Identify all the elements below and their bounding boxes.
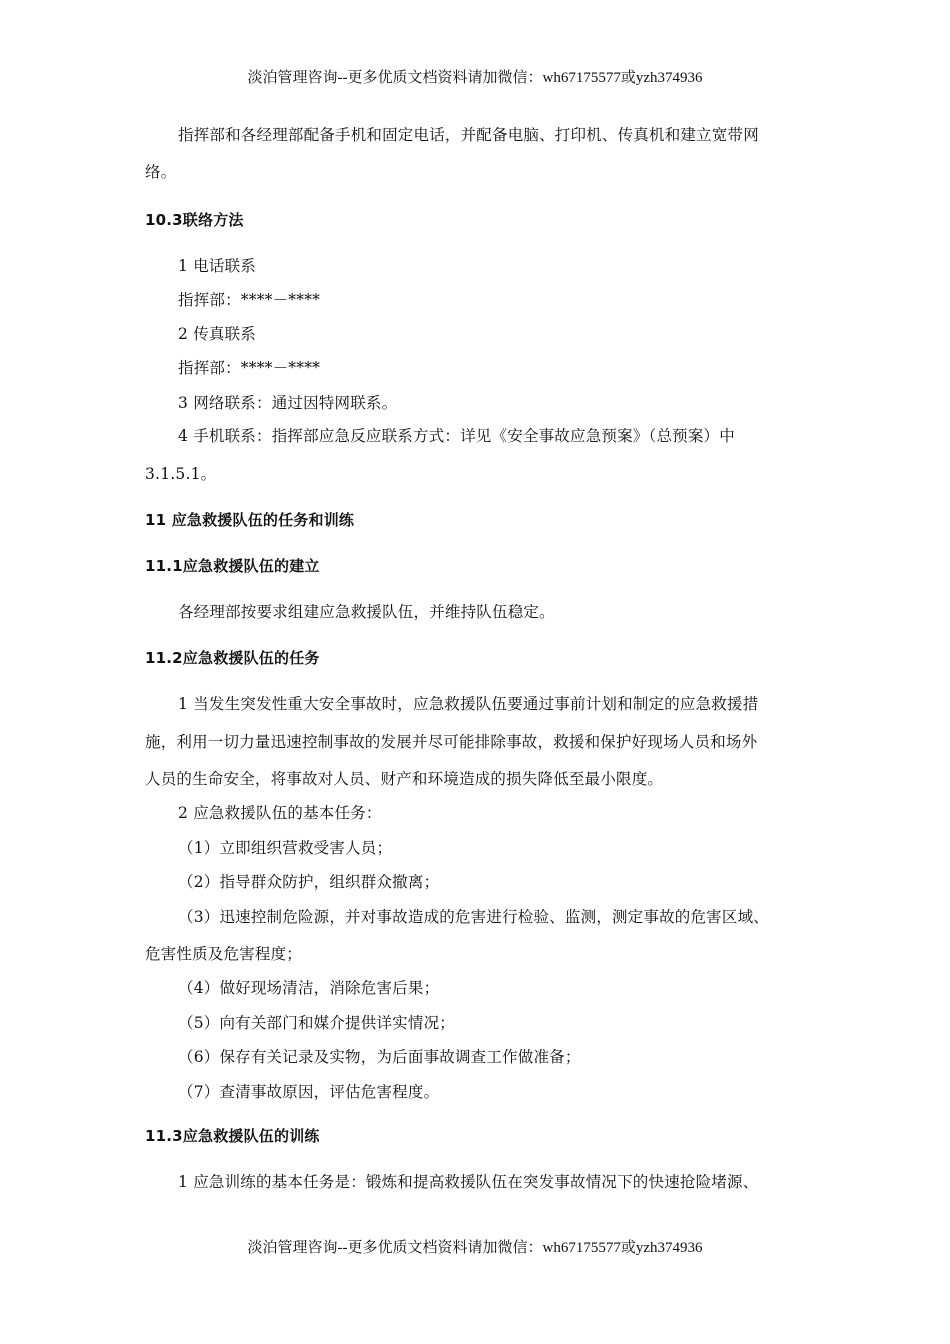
text-line: 2 传真联系 <box>178 325 256 343</box>
text-line: （7）查清事故原因，评估危害程度。 <box>178 1083 440 1101</box>
section-heading: 11.2应急救援队伍的任务 <box>145 649 320 667</box>
text-line: 络。 <box>145 163 177 181</box>
text-line: （3）迅速控制危险源，并对事故造成的危害进行检验、监测，测定事故的危害区域、 <box>178 908 769 926</box>
text-line: 1 电话联系 <box>178 257 256 275</box>
text-line: 危害性质及危害程度； <box>145 945 303 963</box>
text-line: 指挥部和各经理部配备手机和固定电话，并配备电脑、打印机、传真机和建立宽带网 <box>178 126 759 144</box>
text-line: 指挥部：****－**** <box>178 291 321 309</box>
text-line: 3.1.5.1。 <box>145 465 217 483</box>
page-footer: 淡泊管理咨询--更多优质文档资料请加微信：wh67175577或yzh374936 <box>247 1240 703 1256</box>
text-line: 1 应急训练的基本任务是：锻炼和提高救援队伍在突发事故情况下的快速抢险堵源、 <box>178 1173 759 1191</box>
section-heading: 11.1应急救援队伍的建立 <box>145 557 320 575</box>
text-line: （1）立即组织营救受害人员； <box>178 839 393 857</box>
text-line: 施，利用一切力量迅速控制事故的发展并尽可能排除事故，救援和保护好现场人员和场外 <box>145 733 758 751</box>
text-line: 1 当发生突发性重大安全事故时，应急救援队伍要通过事前计划和制定的应急救援措 <box>178 695 759 713</box>
text-line: 各经理部按要求组建应急救援队伍，并维持队伍稳定。 <box>178 603 555 621</box>
text-line: 指挥部：****－**** <box>178 359 321 377</box>
text-line: 2 应急救援队伍的基本任务： <box>178 804 382 822</box>
text-line: （6）保存有关记录及实物，为后面事故调查工作做准备； <box>178 1048 581 1066</box>
text-line: （4）做好现场清洁，消除危害后果； <box>178 979 440 997</box>
text-line: 3 网络联系：通过因特网联系。 <box>178 394 398 412</box>
text-line: （2）指导群众防护，组织群众撤离； <box>178 873 440 891</box>
section-heading: 11.3应急救援队伍的训练 <box>145 1127 320 1145</box>
section-heading: 11 应急救援队伍的任务和训练 <box>145 511 355 529</box>
section-heading: 10.3联络方法 <box>145 211 244 229</box>
text-line: （5）向有关部门和媒介提供详实情况； <box>178 1014 455 1032</box>
text-line: 人员的生命安全，将事故对人员、财产和环境造成的损失降低至最小限度。 <box>145 770 664 788</box>
text-line: 4 手机联系：指挥部应急反应联系方式：详见《安全事故应急预案》（总预案）中 <box>178 427 735 445</box>
page-header: 淡泊管理咨询--更多优质文档资料请加微信：wh67175577或yzh374936 <box>247 70 703 86</box>
